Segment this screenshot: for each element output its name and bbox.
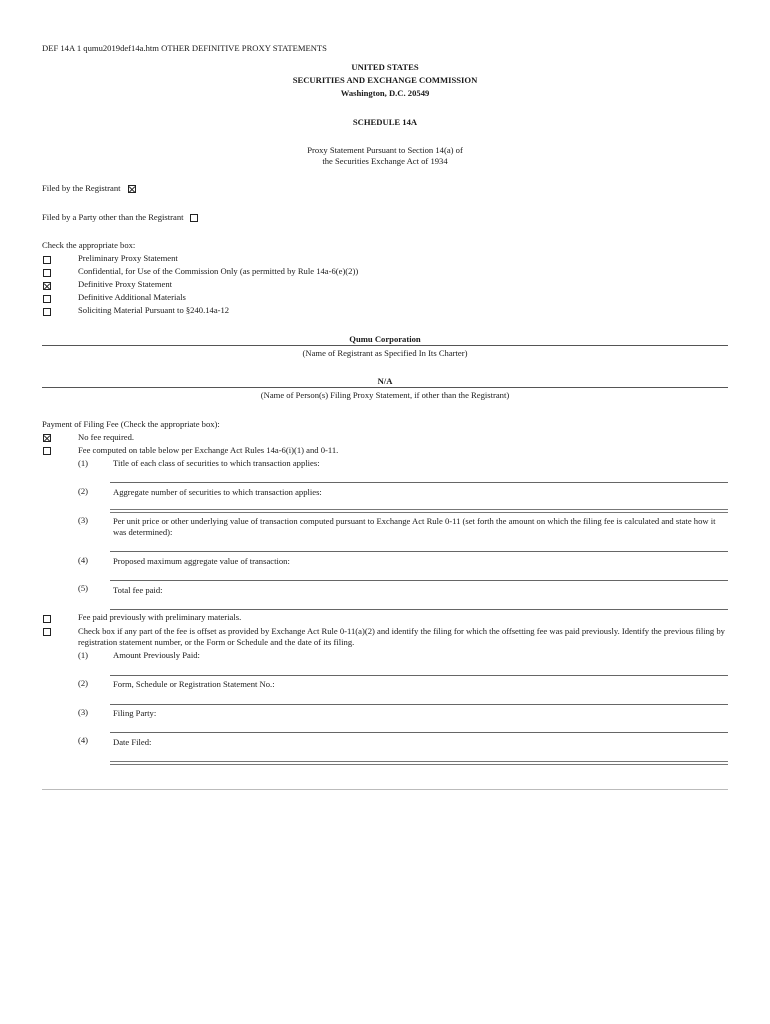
offset-item-text: Form, Schedule or Registration Statement No.:: [113, 679, 275, 689]
preliminary-proxy-label: Preliminary Proxy Statement: [78, 253, 178, 263]
schedule-subtitle-1: Proxy Statement Pursuant to Section 14(a) of: [307, 145, 463, 155]
offset-item-answer-line[interactable]: [110, 704, 728, 705]
definitive-additional-label: Definitive Additional Materials: [78, 292, 186, 302]
computed-item-number: (4): [78, 555, 89, 565]
definitive-proxy-label: Definitive Proxy Statement: [78, 279, 173, 289]
preliminary-proxy-checkbox[interactable]: [43, 256, 51, 264]
offset-item-text: Date Filed:: [113, 737, 152, 747]
no-fee-label: No fee required.: [78, 432, 135, 442]
offset-item-text: Amount Previously Paid:: [113, 650, 200, 660]
offset-item-number: (4): [78, 735, 89, 745]
fee-prelim-label: Fee paid previously with preliminary materials.: [78, 612, 242, 622]
agency-line-2: SECURITIES AND EXCHANGE COMMISSION: [292, 75, 478, 85]
check-box-heading: Check the appropriate box:: [42, 240, 136, 250]
computed-item-text: Total fee paid:: [113, 585, 163, 595]
page-bottom-rule: [42, 789, 728, 790]
offset-item-answer-line[interactable]: [110, 761, 728, 765]
other-person-name: N/A: [377, 376, 393, 386]
schedule-subtitle-2: the Securities Exchange Act of 1934: [322, 156, 448, 166]
confidential-checkbox[interactable]: [43, 269, 51, 277]
other-party-filer-label: Filed by a Party other than the Registrant: [42, 212, 184, 222]
computed-item-number: (1): [78, 458, 89, 468]
computed-item-text: Title of each class of securities to which transaction applies:: [113, 458, 320, 468]
fee-offset-checkbox[interactable]: [43, 628, 51, 636]
filing-title: DEF 14A 1 qumu2019def14a.htm OTHER DEFINITIVE PROXY STATEMENTS: [42, 43, 327, 53]
fee-computed-label: Fee computed on table below per Exchange Act Rules 14a-6(i)(1) and 0-11.: [78, 445, 339, 455]
computed-item-text: Per unit price or other underlying value of transaction computed pursuant to Exchange Act Rule 0-11 (set forth the amount on which the filing fee is calculated and state how it was determined):: [113, 516, 716, 537]
computed-item-text: Aggregate number of securities to which transaction applies:: [113, 487, 322, 497]
computed-item-answer-line[interactable]: [110, 551, 728, 552]
computed-item-answer-line[interactable]: [110, 609, 728, 610]
no-fee-checkbox[interactable]: [43, 434, 51, 442]
other-party-filer-checkbox[interactable]: [190, 214, 198, 222]
computed-item-number: (3): [78, 515, 89, 525]
agency-line-3: Washington, D.C. 20549: [340, 88, 430, 98]
registrant-name-rule: [42, 345, 728, 346]
soliciting-material-label: Soliciting Material Pursuant to §240.14a-12: [78, 305, 230, 315]
fee-heading: Payment of Filing Fee (Check the appropriate box):: [42, 419, 220, 429]
offset-item-number: (2): [78, 678, 89, 688]
registrant-filer-checkbox[interactable]: [128, 185, 136, 193]
offset-item-number: (1): [78, 650, 89, 660]
registrant-name-caption: (Name of Registrant as Specified In Its Charter): [302, 348, 468, 358]
computed-item-answer-line[interactable]: [110, 482, 728, 483]
definitive-proxy-checkbox[interactable]: [43, 282, 51, 290]
agency-line-1: UNITED STATES: [351, 62, 419, 72]
computed-item-number: (5): [78, 583, 89, 593]
computed-item-answer-line[interactable]: [110, 580, 728, 581]
fee-computed-checkbox[interactable]: [43, 447, 51, 455]
soliciting-material-checkbox[interactable]: [43, 308, 51, 316]
computed-item-answer-line[interactable]: [110, 509, 728, 513]
computed-item-text: Proposed maximum aggregate value of transaction:: [113, 556, 290, 566]
fee-offset-label: Check box if any part of the fee is offset as provided by Exchange Act Rule 0-11(a)(2) and identify the filing for which the offsetting fee was paid previously. Identify the previous filing by registration statement number, or the Form or Schedule and the date of its filing.: [78, 626, 725, 647]
confidential-label: Confidential, for Use of the Commission Only (as permitted by Rule 14a-6(e)(2)): [78, 266, 359, 276]
registrant-name: Qumu Corporation: [349, 334, 421, 344]
registrant-filer-label: Filed by the Registrant: [42, 183, 121, 193]
offset-item-answer-line[interactable]: [110, 675, 728, 676]
computed-item-number: (2): [78, 486, 89, 496]
other-person-caption: (Name of Person(s) Filing Proxy Statement, if other than the Registrant): [260, 390, 510, 400]
fee-prelim-checkbox[interactable]: [43, 615, 51, 623]
definitive-additional-checkbox[interactable]: [43, 295, 51, 303]
offset-item-answer-line[interactable]: [110, 732, 728, 733]
offset-item-number: (3): [78, 707, 89, 717]
other-person-rule: [42, 387, 728, 388]
offset-item-text: Filing Party:: [113, 708, 157, 718]
schedule-title: SCHEDULE 14A: [352, 117, 418, 127]
